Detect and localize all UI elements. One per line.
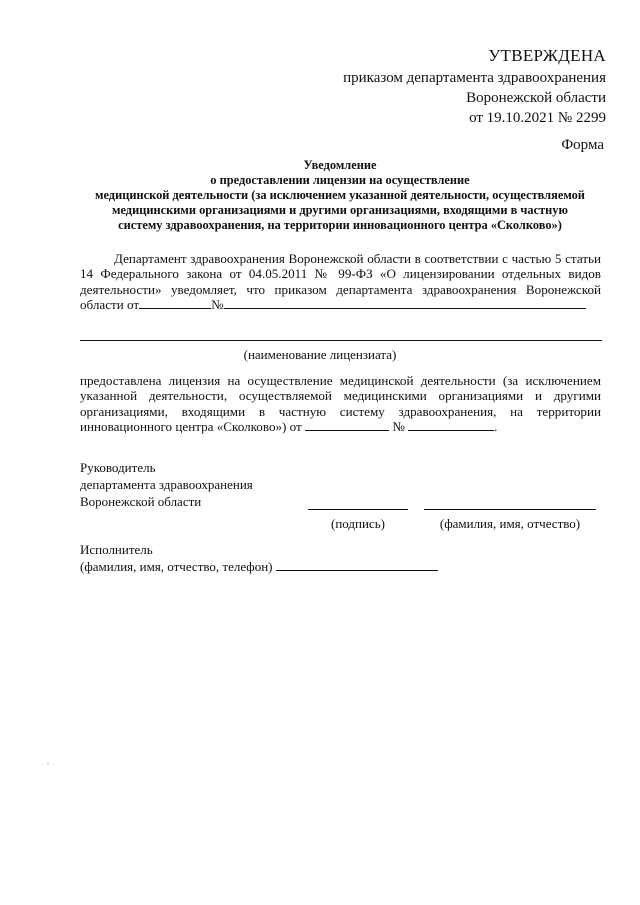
fio-caption: (фамилия, имя, отчество) <box>439 516 581 531</box>
order-date-field[interactable] <box>139 297 211 309</box>
licensee-name-field[interactable] <box>80 340 602 341</box>
title-line-3: медицинской деятельности (за исключением указанной деятельности, осуществляемой <box>95 188 585 202</box>
paragraph-line-with-fields <box>80 419 601 434</box>
document-title <box>60 158 620 233</box>
signature-caption: (подпись) <box>331 516 385 531</box>
license-date-field[interactable] <box>305 419 389 431</box>
paragraph-line: организациями, входящими в частную систему здравоохранения, на территории <box>80 403 601 419</box>
approval-region-line: Воронежской области <box>466 90 606 106</box>
signature-field[interactable] <box>308 509 408 510</box>
title-line-5: систему здравоохранения, на территории инновационного центра «Сколково») <box>118 218 562 232</box>
paragraph-line: Департамент здравоохранения Воронежской области в соответствии с частью 5 статьи <box>114 251 601 266</box>
approved-label: УТВЕРЖДЕНА <box>488 46 606 65</box>
paragraph-line-with-fields <box>80 297 601 312</box>
scan-speck <box>47 763 49 764</box>
title-line-2: о предоставлении лицензии на осуществление <box>210 173 470 187</box>
head-fio-field[interactable] <box>424 509 596 510</box>
paragraph-line: деятельности» уведомляет, что приказом департамента здравоохранения Воронежской <box>80 281 601 297</box>
title-line-1: Уведомление <box>303 158 377 172</box>
paragraph-line: 14 Федерального закона от 04.05.2011 № 99-ФЗ «О лицензировании отдельных видов <box>80 266 601 282</box>
license-number-sign: № <box>392 419 405 435</box>
form-label: Форма <box>561 137 604 153</box>
license-number-field[interactable] <box>408 419 494 431</box>
executor-block <box>80 541 438 575</box>
licensee-caption: (наименование лицензиата) <box>243 347 397 362</box>
head-title: Руководитель <box>80 460 156 475</box>
head-department: департамента здравоохранения <box>80 477 253 492</box>
order-date-prefix: области от <box>80 297 140 313</box>
order-number-field[interactable] <box>224 297 586 309</box>
executor-title: Исполнитель <box>80 542 153 557</box>
license-date-prefix: инновационного центра «Сколково») от <box>80 419 302 435</box>
approval-order-line: приказом департамента здравоохранения <box>343 70 606 86</box>
sentence-end: . <box>494 419 498 435</box>
executor-fio-field[interactable] <box>276 560 438 571</box>
executor-fio-caption: (фамилия, имя, отчество, телефон) <box>80 559 273 574</box>
paragraph-line: предоставлена лицензия на осуществление медицинской деятельности (за исключением <box>80 373 601 388</box>
title-line-4: медицинскими организациями и другими организациями, входящими в частную <box>112 203 568 217</box>
approval-date-line: от 19.10.2021 № 2299 <box>469 110 606 126</box>
license-paragraph <box>80 373 601 435</box>
head-block <box>80 459 253 510</box>
head-region: Воронежской области <box>80 494 202 509</box>
notice-paragraph <box>80 251 601 313</box>
order-number-sign: № <box>211 297 224 313</box>
executor-fio-label <box>80 558 438 575</box>
approval-stamp <box>343 46 606 128</box>
paragraph-line: указанной деятельности, осуществляемой медицинскими организациями и другими <box>80 388 601 404</box>
